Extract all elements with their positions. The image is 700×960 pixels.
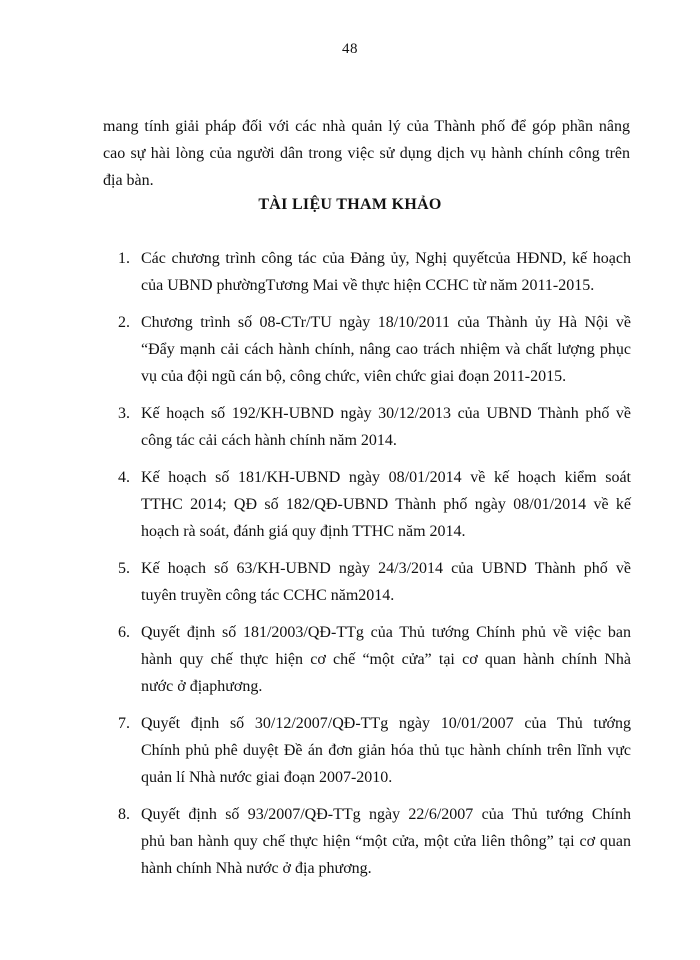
- reference-line: nước ở địaphương.: [141, 678, 263, 695]
- reference-line: “Đẩy mạnh cải cách hành chính, nâng cao trách nhiệm và chất lượng phục: [141, 341, 631, 358]
- reference-item: [0, 245, 700, 299]
- reference-line: Chính phủ phê duyệt Đề án đơn giản hóa thủ tục hành chính trên lĩnh vực: [141, 742, 631, 759]
- references-list: [0, 245, 700, 892]
- reference-item: [0, 619, 700, 700]
- reference-number: 7.: [118, 715, 130, 732]
- reference-line: vụ của đội ngũ cán bộ, công chức, viên chức giai đoạn 2011-2015.: [141, 368, 567, 385]
- reference-number: 3.: [118, 405, 130, 422]
- reference-text: [141, 555, 631, 609]
- reference-number: 2.: [118, 314, 130, 331]
- reference-line: phủ ban hành quy chế thực hiện “một cửa, một cửa liên thông” tại cơ quan: [141, 833, 631, 850]
- reference-line: hành quy chế thực hiện cơ chế “một cửa” tại cơ quan hành chính Nhà: [141, 651, 631, 668]
- reference-line: TTHC 2014; QĐ số 182/QĐ-UBND Thành phố ngày 08/01/2014 về kế: [141, 496, 631, 513]
- reference-line: hành chính Nhà nước ở địa phương.: [141, 860, 372, 877]
- intro-line: mang tính giải pháp đối với các nhà quản lý của Thành phố để góp phần nâng: [103, 118, 630, 135]
- reference-item: [0, 801, 700, 882]
- reference-line: của UBND phườngTương Mai về thực hiện CCHC từ năm 2011-2015.: [141, 277, 595, 294]
- intro-paragraph: [103, 113, 630, 194]
- reference-line: tuyên truyền công tác CCHC năm2014.: [141, 587, 395, 604]
- reference-text: [141, 464, 631, 545]
- intro-line: địa bàn.: [103, 172, 154, 189]
- reference-line: công tác cải cách hành chính năm 2014.: [141, 432, 397, 449]
- reference-item: [0, 464, 700, 545]
- reference-text: [141, 309, 631, 390]
- reference-number: 6.: [118, 624, 130, 641]
- reference-line: Quyết định số 93/2007/QĐ-TTg ngày 22/6/2007 của Thủ tướng Chính: [141, 806, 631, 823]
- page-number: 48: [342, 41, 358, 57]
- reference-line: quản lí Nhà nước giai đoạn 2007-2010.: [141, 769, 393, 786]
- reference-text: [141, 801, 631, 882]
- reference-number: 1.: [118, 250, 130, 267]
- reference-number: 4.: [118, 469, 130, 486]
- intro-line: cao sự hài lòng của người dân trong việc sử dụng dịch vụ hành chính công trên: [103, 145, 630, 162]
- reference-item: [0, 710, 700, 791]
- reference-item: [0, 555, 700, 609]
- reference-text: [141, 245, 631, 299]
- reference-number: 8.: [118, 806, 130, 823]
- reference-line: Quyết định số 30/12/2007/QĐ-TTg ngày 10/01/2007 của Thủ tướng: [141, 715, 631, 732]
- reference-item: [0, 309, 700, 390]
- reference-line: hoạch rà soát, đánh giá quy định TTHC năm 2014.: [141, 523, 466, 540]
- reference-line: Kế hoạch số 63/KH-UBND ngày 24/3/2014 của UBND Thành phố về: [141, 560, 631, 577]
- reference-line: Quyết định số 181/2003/QĐ-TTg của Thủ tướng Chính phủ về việc ban: [141, 624, 631, 641]
- reference-line: Kế hoạch số 181/KH-UBND ngày 08/01/2014 về kế hoạch kiểm soát: [141, 469, 631, 486]
- reference-text: [141, 619, 631, 700]
- reference-item: [0, 400, 700, 454]
- reference-line: Chương trình số 08-CTr/TU ngày 18/10/2011 của Thành ủy Hà Nội về: [141, 314, 631, 331]
- reference-line: Các chương trình công tác của Đảng ủy, Nghị quyếtcủa HĐND, kế hoạch: [141, 250, 631, 267]
- references-heading: TÀI LIỆU THAM KHẢO: [258, 196, 442, 213]
- reference-line: Kế hoạch số 192/KH-UBND ngày 30/12/2013 của UBND Thành phố về: [141, 405, 631, 422]
- reference-text: [141, 400, 631, 454]
- reference-number: 5.: [118, 560, 130, 577]
- reference-text: [141, 710, 631, 791]
